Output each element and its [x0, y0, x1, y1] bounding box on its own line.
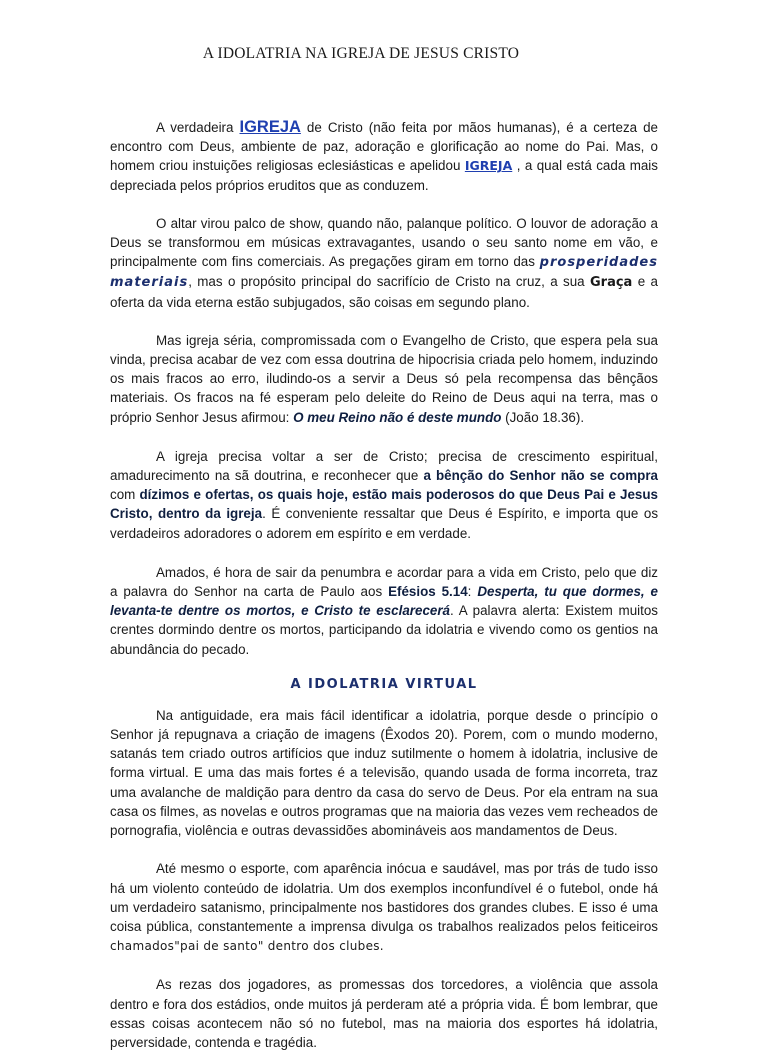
- efesios-quote: Desperta, tu que dormes, e levanta-te dentre os mortos, e Cristo te esclarecerá: [110, 584, 658, 619]
- p5-text-c: . A palavra alerta: Existem muitos crentes dormindo dentre os mortos, participando da idolatria e vivendo como os gentios na abundância do pecado.: [110, 603, 658, 657]
- paragraph-5: [110, 563, 658, 659]
- p1-text-b: de Cristo (não feita por mãos humanas), é a certeza de encontro com Deus, ambiente de paz, adoração e glorificação ao nome do Pai. Mas, o homem criou instuições religiosas eclesiásticas e apelidou: [110, 120, 659, 174]
- igreja-link[interactable]: IGREJA: [464, 158, 513, 174]
- paragraph-7: [110, 859, 658, 956]
- reino-quote: O meu Reino não é deste mundo: [293, 409, 502, 425]
- prosperidades-materiais-emphasis: prosperidades materiais: [110, 255, 658, 291]
- igreja-highlight[interactable]: IGREJA: [239, 118, 301, 136]
- paragraph-2: [110, 214, 658, 312]
- p7-mono-text: chamados"pai de santo" dentro dos clubes.: [110, 939, 384, 954]
- efesios-reference: Efésios 5.14: [388, 584, 468, 600]
- p1-text-a: A verdadeira: [156, 120, 240, 135]
- p3-text-b: (João 18.36).: [501, 409, 585, 425]
- p7-text-a: Até mesmo o esporte, com aparência inócua e saudável, mas por trás de tudo isso há um violento conteúdo de idolatria. Um dos exemplos inconfundível é o futebol, onde há um verdadeiro satanismo, principalmente nos bastidores dos grandes clubes. E isso é uma coisa pública, constantemente a imprensa divulga os trabalhos realizados pelos feiticeiros: [110, 861, 658, 934]
- graca-emphasis: Graça: [590, 275, 633, 291]
- paragraph-8: As rezas dos jogadores, as promessas dos torcedores, a violência que assola dentro e fora dos estádios, onde muitos já perderam até a própria vida. É bom lembrar, que essas coisas acontecem não só no futebol, mas na maioria dos esportes há idolatria, perversidade, contenda e tragédia.: [110, 977, 658, 1050]
- paragraph-3: [110, 331, 658, 427]
- p2-text-a: O altar virou palco de show, quando não, palanque político. O louvor de adoração a Deus se transformou em músicas extravagantes, usando o seu santo nome em vão, e principalmente com fins comerciais. As pregações giram em torno das: [110, 215, 658, 270]
- p2-text-b: , mas o propósito principal do sacrifício de Cristo na cruz, a sua: [188, 274, 590, 290]
- document-title: A IDOLATRIA NA IGREJA DE JESUS CRISTO: [202, 45, 520, 62]
- paragraph-4: [110, 447, 658, 543]
- p5-text-a: Amados, é hora de sair da penumbra e acordar para a vida em Cristo, pelo que diz a palavra do Senhor na carta de Paulo aos: [110, 564, 658, 600]
- p1-text-c: , a qual está cada mais depreciada pelos próprios eruditos que as conduzem.: [110, 158, 658, 193]
- document-body: [110, 118, 658, 1052]
- p4-bold-1: a bênção do Senhor não se compra: [423, 468, 658, 484]
- p5-text-b: :: [467, 584, 478, 600]
- p3-text-a: Mas igreja séria, compromissada com o Evangelho de Cristo, que espera pela sua vinda, precisa acabar de vez com essa doutrina de hipocrisia criada pelo homem, induzindo os mais fracos ao erro, iludindo-os a servir a Deus só pela recompensa das bênçãos materiais. Os fracos na fé esperam pelo deleite do Reino de Deus aqui na terra, mas o próprio Senhor Jesus afirmou:: [110, 332, 658, 425]
- p4-text-b: com: [110, 487, 140, 503]
- section-heading-idolatria-virtual: A IDOLATRIA VIRTUAL: [290, 676, 478, 692]
- p2-text-c: e a oferta da vida eterna estão subjugados, são coisas em segundo plano.: [110, 274, 658, 310]
- paragraph-1: [110, 118, 658, 195]
- paragraph-6: Na antiguidade, era mais fácil identificar a idolatria, porque desde o princípio o Senhor já repugnava a criação de imagens (Êxodos 20). Porem, com o mundo moderno, satanás tem criado outros artifícios que induz sutilmente o homem à idolatria, inclusive de forma virtual. E uma das mais fortes é a televisão, quando usada de forma incorreta, traz uma avalanche de maldição para dentro da casa do servo de Deus. Por ela entram na sua casa os filmes, as novelas e outros programas que na maioria das vezes vem recheados de pornografia, violência e outras devassidões abomináveis aos mandamentos de Deus.: [110, 707, 658, 839]
- p4-text-a: A igreja precisa voltar a ser de Cristo; precisa de crescimento espiritual, amadurecimento na sã doutrina, e reconhecer que: [110, 448, 658, 484]
- p4-text-c: . É conveniente ressaltar que Deus é Espírito, e importa que os verdadeiros adoradores o adorem em espírito e em verdade.: [110, 506, 659, 541]
- p4-bold-2: dízimos e ofertas, os quais hoje, estão mais poderosos do que Deus Pai e Jesus Cristo, dentro da igreja: [110, 487, 658, 522]
